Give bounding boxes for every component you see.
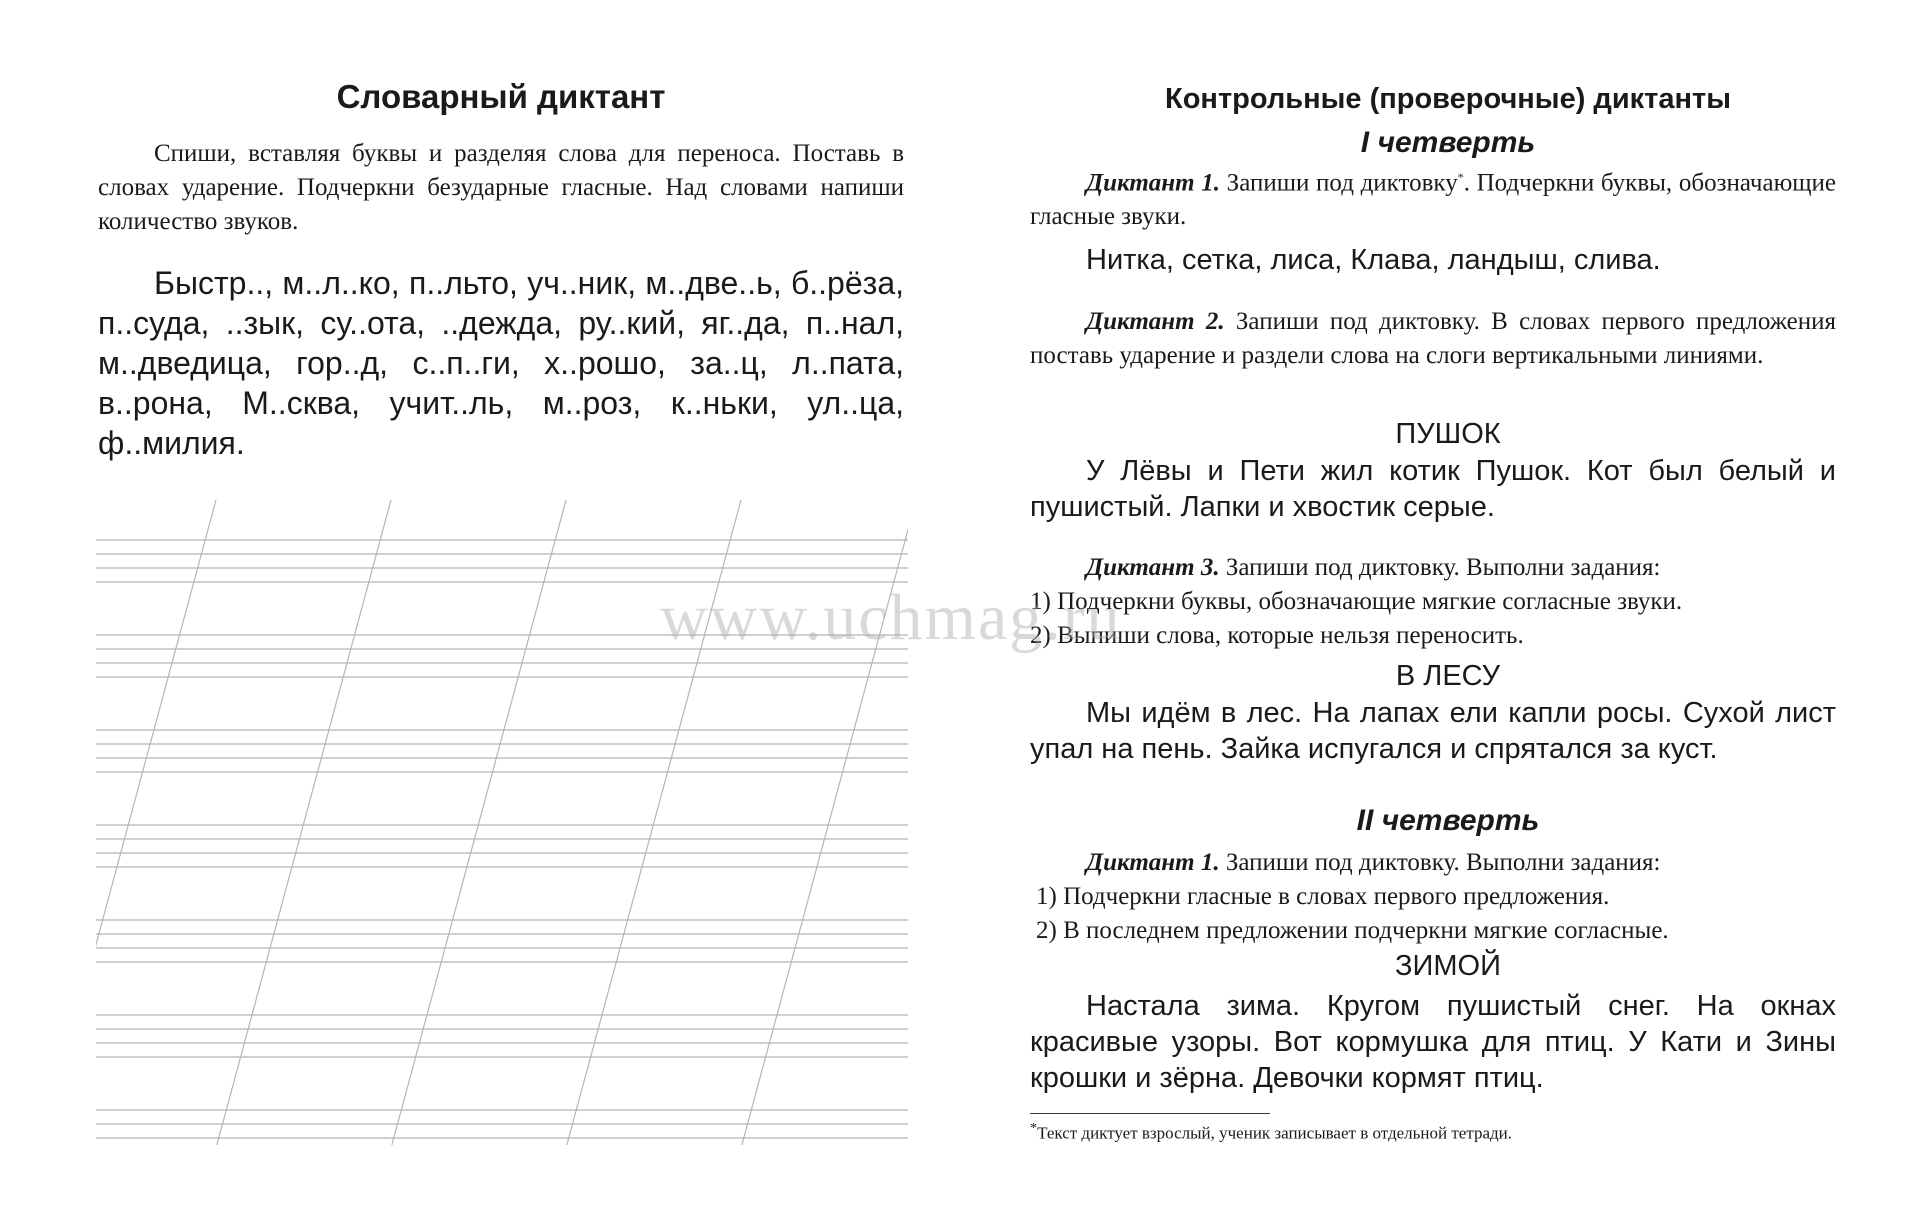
dictation-3-item-1: 1) Подчеркни буквы, обозначающие мягкие согласные звуки. xyxy=(1030,588,1683,615)
dictation-3-text: Мы идём в лес. На лапах ели капли росы. Сухой лист упал на пень. Зайка испугался и спрятался за куст. xyxy=(1030,697,1836,765)
dictation-2-text: У Лёвы и Пети жил котик Пушок. Кот был белый и пушистый. Лапки и хвостик серые. xyxy=(1030,455,1836,523)
footnote xyxy=(1030,1120,1870,1144)
dictation-1-task-text-b: . Подчеркни буквы, обозначающие гласные звуки. xyxy=(1030,169,1836,231)
watermark: www.uchmag.ru xyxy=(660,581,1122,654)
dictation-3-heading: В ЛЕСУ xyxy=(1395,660,1501,692)
dictation-3-label: Диктант 3. xyxy=(1086,554,1220,581)
slant-line xyxy=(217,500,391,1145)
q2-dictation-1-task-text: Запиши под диктовку. Выполни задания: xyxy=(1219,849,1661,876)
slant-line xyxy=(392,500,566,1145)
quarter-heading-2: II четверть xyxy=(1356,804,1540,837)
footnote-mark: * xyxy=(1030,1120,1038,1136)
footnote-marker: * xyxy=(1457,170,1464,184)
q2-dictation-1-heading: ЗИМОЙ xyxy=(1395,950,1501,982)
slant-line xyxy=(96,500,216,1145)
page-title: Словарный диктант xyxy=(336,78,666,115)
dictation-2-label: Диктант 2. xyxy=(1086,308,1225,335)
dictation-1-label: Диктант 1. xyxy=(1086,169,1221,197)
q2-dictation-1-label: Диктант 1. xyxy=(1086,849,1220,876)
dictation-3-task-text: Запиши под диктовку. Выполни задания: xyxy=(1219,554,1661,581)
dictation-2-task-text: Запиши под диктовку. В словах первого предложения поставь ударение и раздели слова на слоги вертикальными линиями. xyxy=(1030,308,1837,369)
q2-dictation-1-item-2: 2) В последнем предложении подчеркни мягкие согласные. xyxy=(1036,917,1669,944)
dictation-1-task xyxy=(1030,160,1836,234)
dictation-1-text: Нитка, сетка, лиса, Клава, ландыш, слива. xyxy=(1086,244,1661,276)
exercise-instruction: Спиши, вставляя буквы и разделяя слова для переноса. Поставь в словах ударение. Подчеркни безударные гласные. Над словами напиши количество звуков. xyxy=(98,140,904,235)
section-title: Контрольные (проверочные) диктанты xyxy=(1165,83,1731,115)
dictation-3-item-2: 2) Выпиши слова, которые нельзя переносить. xyxy=(1030,622,1524,649)
q2-dictation-1-task xyxy=(1030,846,1836,880)
quarter-heading-1: I четверть xyxy=(1360,126,1536,159)
dictation-words: Быстр.., м..л..ко, п..льто, уч..ник, м..две..ь, б..рёза, п..суда, ..зык, су..ота, ..дежда, ру..кий, яг..да, п..нал, м..дведица, гор..д, с..п..ги, х..рошо, за..ц, л..пата, в..рона, М..сква, учит..ль, м..роз, к..ньки, ул..ца, ф..милия. xyxy=(98,265,904,461)
footnote-text: Текст диктует взрослый, ученик записывает в отдельной тетради. xyxy=(1037,1123,1512,1143)
dictation-2-heading: ПУШОК xyxy=(1395,418,1501,450)
dictation-2-task xyxy=(1030,305,1836,373)
dictation-1-task-text-a: Запиши под диктовку xyxy=(1220,169,1458,197)
q2-dictation-1-item-1: 1) Подчеркни гласные в словах первого предложения. xyxy=(1036,883,1610,910)
q2-dictation-1-text: Настала зима. Кругом пушистый снег. На окнах красивые узоры. Вот кормушка для птиц. У Кати и Зины крошки и зёрна. Девочки кормят птиц. xyxy=(1030,990,1836,1094)
footnote-divider xyxy=(1030,1113,1270,1114)
